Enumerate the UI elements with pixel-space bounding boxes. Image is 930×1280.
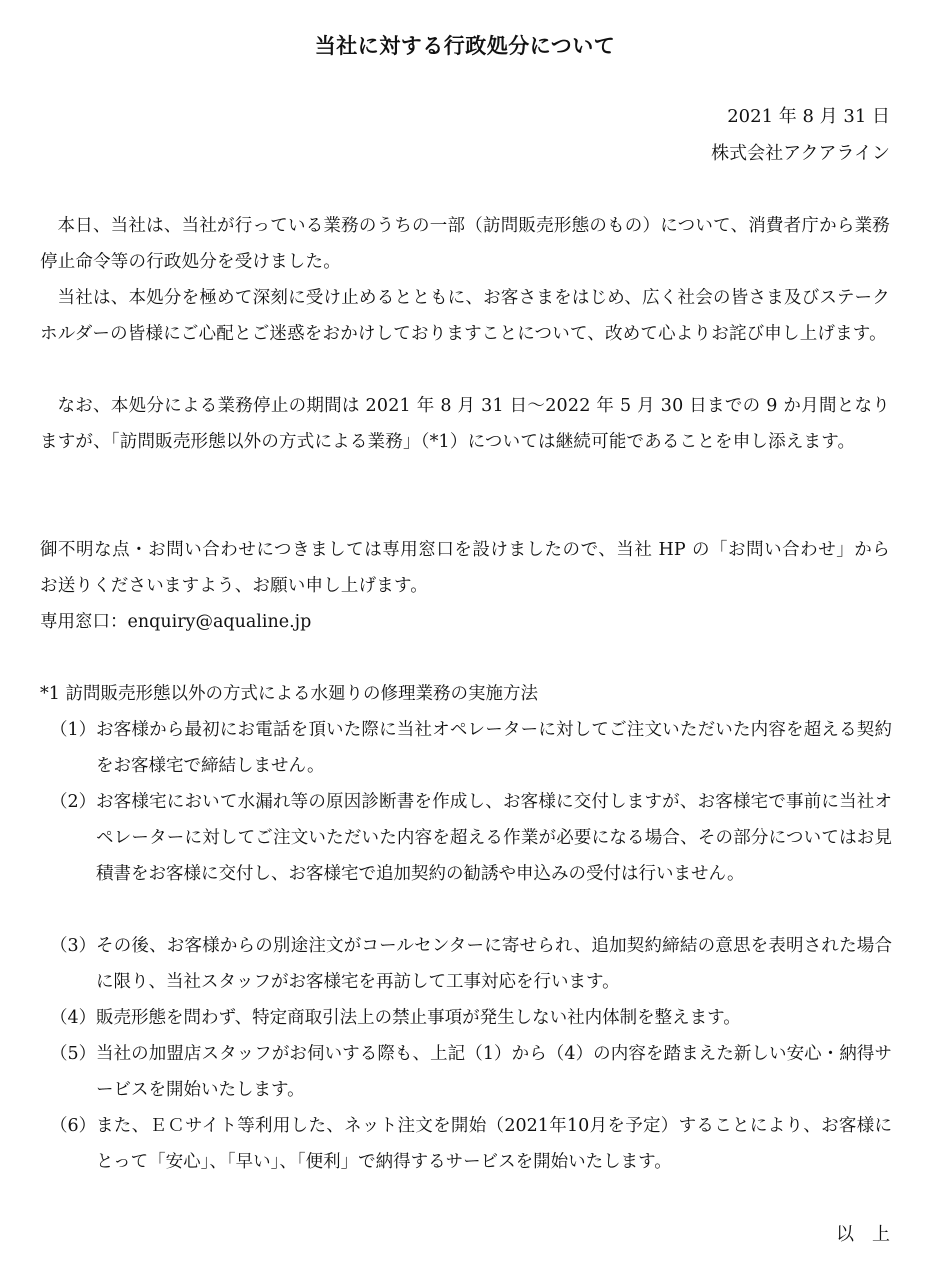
closing-mark: 以 上 xyxy=(836,1224,890,1245)
paragraph-announcement: 本日、当社は、当社が行っている業務のうちの一部（訪問販売形態のもの）について、消費者庁から業務停止命令等の行政処分を受けました。 xyxy=(40,216,890,272)
note-item xyxy=(40,784,892,892)
note-item xyxy=(40,1108,892,1180)
note-item-number: （4） xyxy=(50,1008,97,1028)
note-item-text: また、ＥＣサイト等利用した、ネット注文を開始（2021年10月を予定）することにより、お客様にとって「安心」、「早い」、「便利」で納得するサービスを開始いたします。 xyxy=(96,1116,892,1172)
note-item-number: （5） xyxy=(50,1044,97,1064)
company-name: 株式会社アクアライン xyxy=(711,143,890,164)
note-item xyxy=(40,1036,892,1108)
note-item xyxy=(40,712,892,784)
document-title: 当社に対する行政処分について xyxy=(314,34,616,58)
note-item-text: その後、お客様からの別途注文がコールセンターに寄せられ、追加契約締結の意思を表明された場合に限り、当社スタッフがお客様宅を再訪して工事対応を行います。 xyxy=(96,936,892,992)
note-item-text: お客様から最初にお電話を頂いた際に当社オペレーターに対してご注文いただいた内容を超える契約をお客様宅で締結しません。 xyxy=(96,720,892,776)
paragraph-suspension-period: なお、本処分による業務停止の期間は 2021 年 8 月 31 日～2022 年 5 月 30 日までの 9 か月間となりますが、「訪問販売形態以外の方式による業務」（*1）については継続可能であることを申し添えます。 xyxy=(40,396,890,452)
note-item xyxy=(40,928,892,1000)
note-item-text: 当社の加盟店スタッフがお伺いする際も、上記（1）から（4）の内容を踏まえた新しい安心・納得サービスを開始いたします。 xyxy=(96,1044,892,1100)
paragraph-inquiry: 御不明な点・お問い合わせにつきましては専用窓口を設けましたので、当社 HP の「お問い合わせ」からお送りくださいますよう、お願い申し上げます。 xyxy=(40,540,890,596)
note-item-text: 販売形態を問わず、特定商取引法上の禁止事項が発生しない社内体制を整えます。 xyxy=(96,1008,741,1028)
paragraph-apology: 当社は、本処分を極めて深刻に受け止めるとともに、お客さまをはじめ、広く社会の皆さま及びステークホルダーの皆様にご心配とご迷惑をおかけしておりますことについて、改めて心よりお詫び申し上げます。 xyxy=(40,288,890,344)
note-item xyxy=(40,1000,892,1036)
note-item-text: お客様宅において水漏れ等の原因診断書を作成し、お客様に交付しますが、お客様宅で事前に当社オペレーターに対してご注文いただいた内容を超える作業が必要になる場合、その部分についてはお見積書をお客様に交付し、お客様宅で追加契約の勧誘や申込みの受付は行いません。 xyxy=(96,792,892,884)
issue-date: 2021 年 8 月 31 日 xyxy=(727,106,890,127)
inquiry-contact: 専用窓口：enquiry@aqualine.jp xyxy=(40,612,312,632)
note-item-number: （6） xyxy=(50,1116,97,1136)
note-item-number: （1） xyxy=(50,720,97,740)
note-item-number: （3） xyxy=(50,936,97,956)
note-item-number: （2） xyxy=(50,792,97,812)
note-heading: *1 訪問販売形態以外の方式による水廻りの修理業務の実施方法 xyxy=(40,684,538,704)
